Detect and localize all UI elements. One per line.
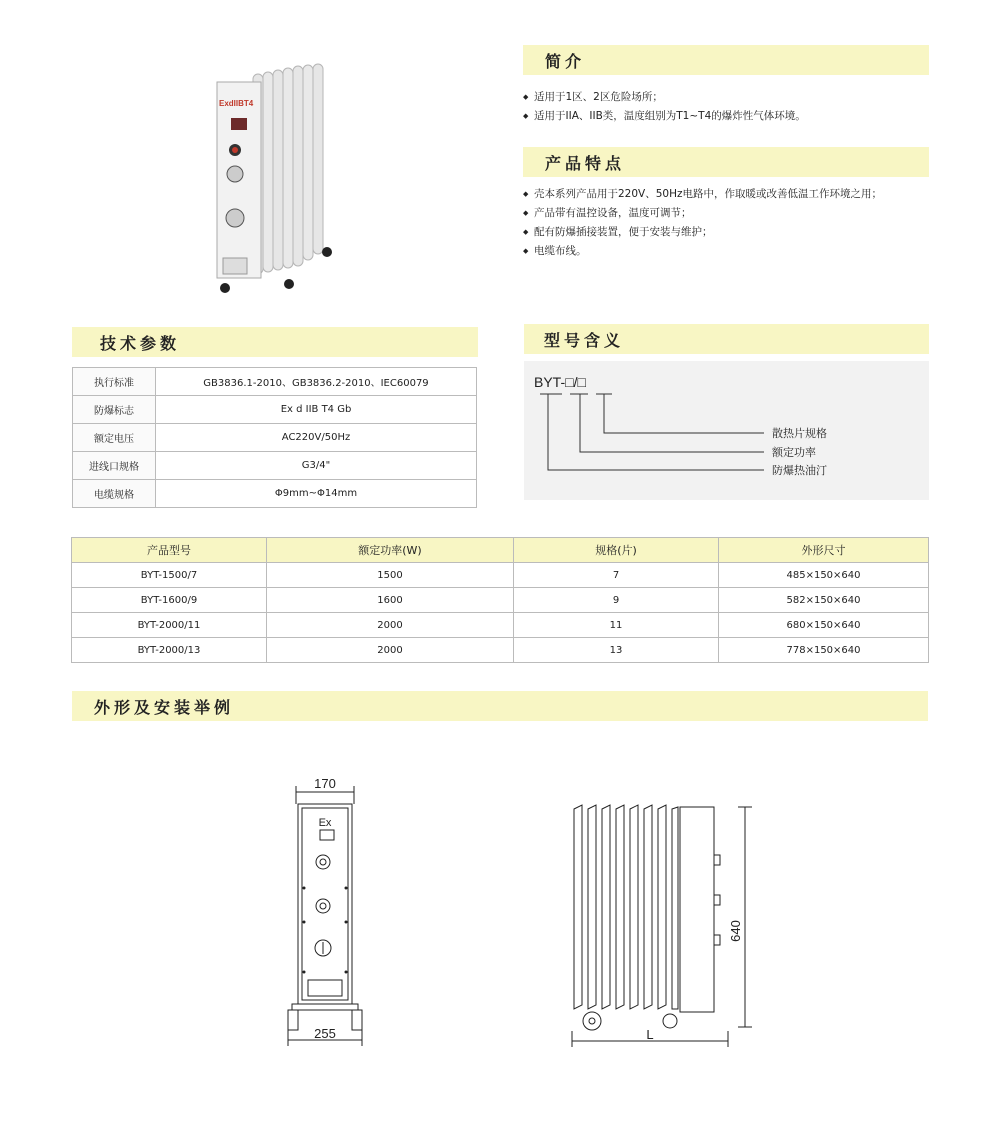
tech-title: 技术参数 [100, 333, 181, 353]
spec-key: 执行标准 [73, 368, 156, 396]
photo-fins [253, 64, 323, 274]
model-label-fins: 散热片规格 [772, 428, 827, 440]
spec-value: GB3836.1-2010、GB3836.2-2010、IEC60079 [156, 368, 477, 396]
spec-value: G3/4" [156, 452, 477, 480]
spec-key: 额定电压 [73, 424, 156, 452]
col-header: 产品型号 [72, 538, 267, 563]
spec-key: 进线口规格 [73, 452, 156, 480]
table-row [73, 368, 477, 396]
list-item: ◆ 适用于IIA、IIB类，温度组别为T1~T4的爆炸性气体环境。 [523, 107, 806, 126]
table-row [72, 613, 929, 638]
model-label-type: 防爆热油汀 [772, 465, 827, 477]
side-length-dim: L [646, 1027, 654, 1042]
spec-value: AC220V/50Hz [156, 424, 477, 452]
spec-value: Φ9mm~Φ14mm [156, 480, 477, 508]
cell: 2000 [267, 638, 514, 663]
spec-key: 防爆标志 [73, 396, 156, 424]
cell: 582×150×640 [719, 588, 929, 613]
front-mark: Ex [318, 817, 332, 829]
cell: 9 [514, 588, 719, 613]
cell: 11 [514, 613, 719, 638]
table-row [73, 452, 477, 480]
install-header [72, 691, 928, 721]
col-header: 外形尺寸 [719, 538, 929, 563]
spec-value: Ex d IIB T4 Gb [156, 396, 477, 424]
list-item: ◆ 壳本系列产品用于220V、50Hz电路中，作取暖或改善低温工作环境之用； [523, 185, 882, 204]
cell: BYT-2000/11 [72, 613, 267, 638]
table-row [72, 588, 929, 613]
intro-list [523, 88, 806, 126]
intro-title: 简介 [545, 51, 586, 71]
photo-label: ExdIIBT4 [219, 99, 254, 108]
cell: 7 [514, 563, 719, 588]
cell: 1500 [267, 563, 514, 588]
front-bottom-dim: 255 [314, 1026, 336, 1041]
intro-header [523, 45, 929, 75]
table-row [72, 563, 929, 588]
table-row [73, 480, 477, 508]
model-code: BYT-□/□ [534, 374, 586, 390]
side-view-drawing [560, 795, 760, 1055]
front-view-drawing [280, 772, 370, 1052]
product-photo [205, 62, 355, 298]
list-item: ◆ 适用于1区、2区危险场所； [523, 88, 806, 107]
model-diagram [524, 361, 929, 500]
cell: 485×150×640 [719, 563, 929, 588]
side-height-dim: 640 [728, 920, 743, 942]
products-table [71, 537, 929, 663]
list-item: ◆ 配有防爆插接装置，便于安装与维护； [523, 223, 882, 242]
list-item: ◆ 电缆布线。 [523, 242, 882, 261]
col-header: 规格(片) [514, 538, 719, 563]
cell: 778×150×640 [719, 638, 929, 663]
model-header [524, 324, 929, 354]
cell: 13 [514, 638, 719, 663]
cell: 680×150×640 [719, 613, 929, 638]
front-top-dim: 170 [314, 776, 336, 791]
list-item: ◆ 产品带有温控设备，温度可调节； [523, 204, 882, 223]
col-header: 额定功率(W) [267, 538, 514, 563]
features-header [523, 147, 929, 177]
tech-table [72, 367, 477, 508]
cell: 1600 [267, 588, 514, 613]
tech-header [72, 327, 478, 357]
install-title: 外形及安装举例 [94, 697, 235, 717]
table-row [73, 396, 477, 424]
model-title: 型号含义 [544, 330, 625, 350]
table-header-row [72, 538, 929, 563]
cell: BYT-1500/7 [72, 563, 267, 588]
model-label-power: 额定功率 [772, 447, 816, 459]
table-row [73, 424, 477, 452]
cell: BYT-2000/13 [72, 638, 267, 663]
cell: 2000 [267, 613, 514, 638]
features-title: 产品特点 [545, 153, 626, 173]
cell: BYT-1600/9 [72, 588, 267, 613]
table-row [72, 638, 929, 663]
spec-key: 电缆规格 [73, 480, 156, 508]
features-list [523, 185, 882, 261]
